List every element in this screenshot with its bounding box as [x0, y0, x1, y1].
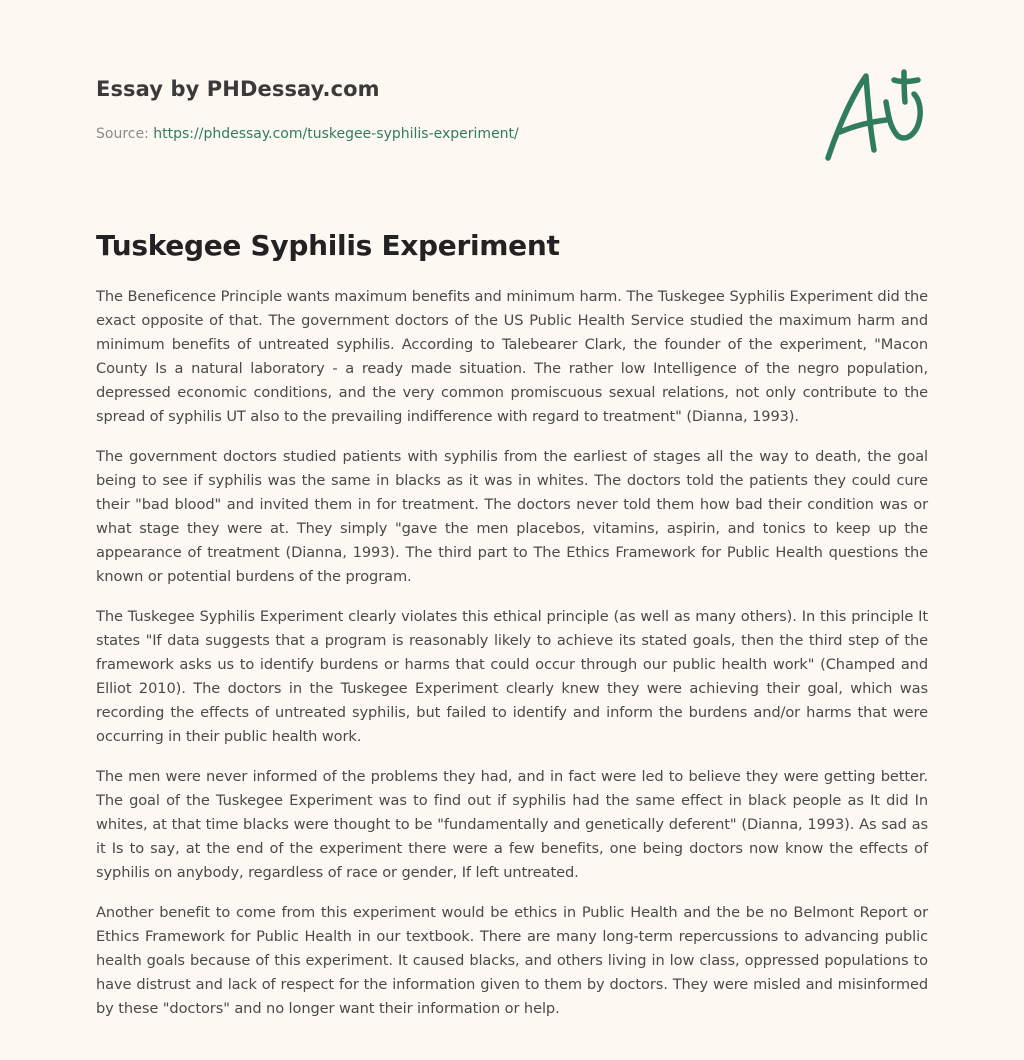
source-line — [96, 124, 736, 144]
header — [96, 74, 736, 144]
essay-paragraph: The Beneficence Principle wants maximum benefits and minimum harm. The Tuskegee Syphilis Experiment did the exact opposite of that. The government doctors of the US Public Health Service studied the maximum harm and minimum benefits of untreated syphilis. According to Talebearer Clark, the founder of the experiment, "Macon County Is a natural laboratory - a ready made situation. The rather low Intelligence of the negro population, depressed economic conditions, and the very common promiscuous sexual relations, not only contribute to the spread of syphilis UT also to the prevailing indifference with regard to treatment" (Dianna, 1993). — [96, 288, 928, 425]
essay-paragraph: The men were never informed of the problems they had, and in fact were led to believe they were getting better. The goal of the Tuskegee Experiment was to find out if syphilis had the same effect in black people as It did In whites, at that time blacks were thought to be "fundamentally and genetically deferent" (Dianna, 1993). As sad as it Is to say, at the end of the experiment there were a few benefits, one being doctors now know the effects of syphilis on anybody, regardless of race or gender, If left untreated. — [96, 768, 928, 881]
source-link[interactable]: https://phdessay.com/tuskegee-syphilis-experiment/ — [153, 126, 519, 142]
essay-paragraph: The Tuskegee Syphilis Experiment clearly violates this ethical principle (as well as many others). In this principle It states "If data suggests that a program is reasonably likely to achieve its stated goals, then the third step of the framework asks us to identify burdens or harms that could occur through our public health work" (Champed and Elliot 2010). The doctors in the Tuskegee Experiment clearly knew they were achieving their goal, which was recording the effects of untreated syphilis, but failed to identify and inform the burdens and/or harms that were occurring in their public health work. — [96, 608, 928, 745]
site-title: Essay by PHDessay.com — [96, 77, 380, 101]
essay-title: Tuskegee Syphilis Experiment — [96, 229, 560, 262]
essay-paragraph: Another benefit to come from this experiment would be ethics in Public Health and the be no Belmont Report or Ethics Framework for Public Health in our textbook. There are many long-term repercussions to advancing public health goals because of this experiment. It caused blacks, and others living in low class, oppressed populations to have distrust and lack of respect for the information given to them by doctors. They were misled and misinformed by these "doctors" and no longer want their information or help. — [96, 904, 928, 1017]
essay-body — [96, 285, 928, 1037]
essay-paragraph: The government doctors studied patients with syphilis from the earliest of stages all the way to death, the goal being to see if syphilis was the same in blacks as it was in whites. The doctors told the patients they could cure their "bad blood" and invited them in for treatment. The doctors never told them how bad their condition was or what stage they were at. They simply "gave the men placebos, vitamins, aspirin, and tonics to keep up the appearance of treatment (Dianna, 1993). The third part to The Ethics Framework for Public Health questions the known or potential burdens of the program. — [96, 448, 928, 585]
source-label: Source: — [96, 126, 149, 142]
a-plus-grade-icon — [820, 66, 930, 166]
